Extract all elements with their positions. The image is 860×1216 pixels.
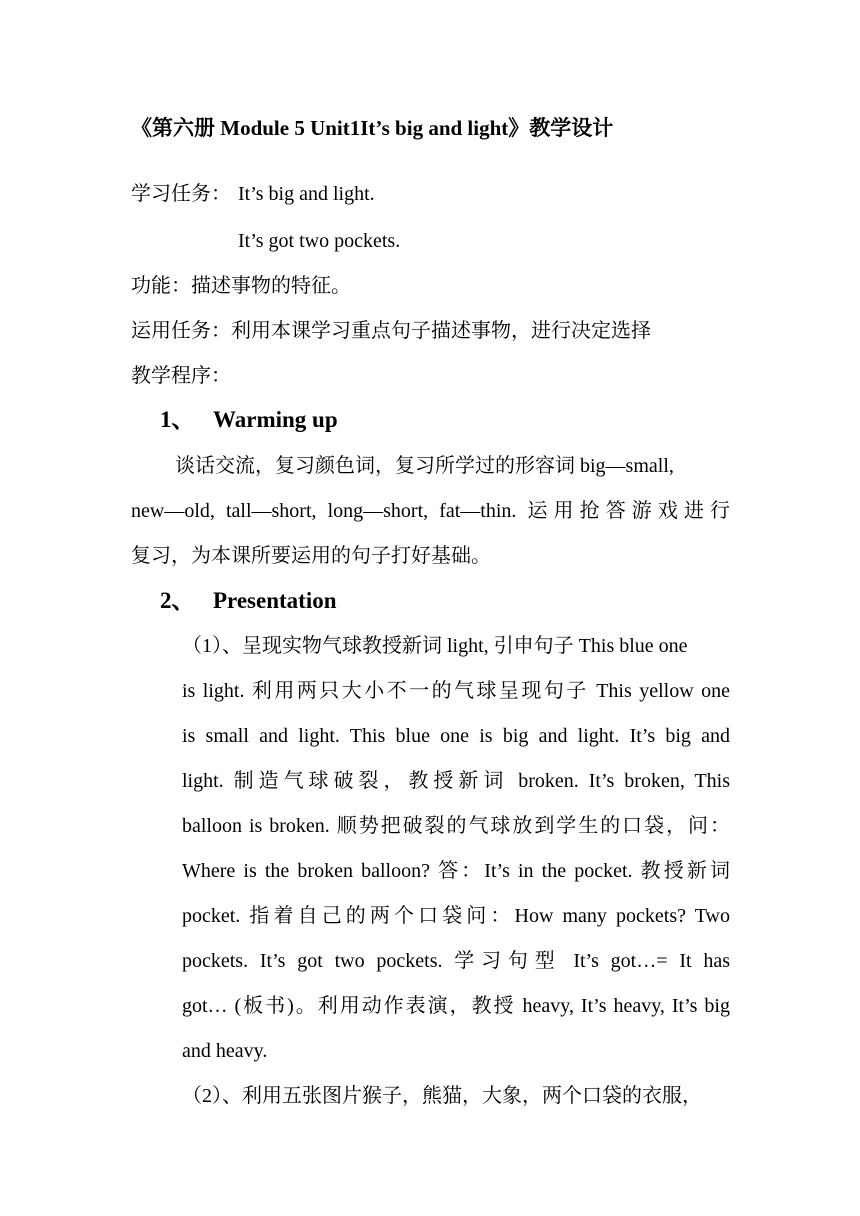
section-2-line: （1）、呈现实物气球教授新词 light, 引申句子 This blue one (182, 635, 688, 657)
function-line: 功能：描述事物的特征。 (131, 275, 351, 297)
section-2-line: pocket. 指着自己的两个口袋问：How many pockets? Two (182, 905, 730, 927)
section-1-line: new—old, tall—short, long—short, fat—thin. 运用抢答游戏进行 (131, 500, 730, 522)
section-2-line: light. 制造气球破裂，教授新词 broken. It’s broken, This (182, 770, 730, 792)
section-2-line: balloon is broken. 顺势把破裂的气球放到学生的口袋，问： (182, 815, 730, 837)
usage-line: 运用任务：利用本课学习重点句子描述事物，进行决定选择 (131, 320, 651, 342)
section-2-line: is light. 利用两只大小不一的气球呈现句子 This yellow one (182, 680, 730, 702)
section-1-heading: Warming up (213, 407, 338, 432)
document-title: 《第六册 Module 5 Unit1It’s big and light》教学设计 (131, 116, 614, 140)
section-2-line: is small and light. This blue one is big and light. It’s big and (182, 725, 730, 747)
section-2-number: 2、 (160, 588, 195, 613)
section-1-line: 谈话交流，复习颜色词，复习所学过的形容词 big—small, (175, 455, 674, 477)
section-2-heading: Presentation (213, 588, 337, 613)
procedure-label: 教学程序： (131, 365, 231, 387)
section-2-line: Where is the broken balloon? 答：It’s in the pocket. 教授新词 (182, 860, 730, 882)
section-1-line: 复习，为本课所要运用的句子打好基础。 (131, 545, 491, 567)
task-label: 学习任务： (131, 183, 231, 205)
section-1-number: 1、 (160, 407, 195, 432)
task-line-1: It’s big and light. (238, 183, 375, 205)
section-2-line: （2）、利用五张图片猴子，熊猫，大象，两个口袋的衣服， (182, 1085, 702, 1107)
task-line-2: It’s got two pockets. (238, 230, 401, 252)
section-2-line: pockets. It’s got two pockets. 学习句型 It’s got…= It has (182, 950, 730, 972)
section-2-line: and heavy. (182, 1040, 268, 1062)
section-2-line: got… (板书)。利用动作表演，教授 heavy, It’s heavy, It’s big (182, 995, 730, 1017)
